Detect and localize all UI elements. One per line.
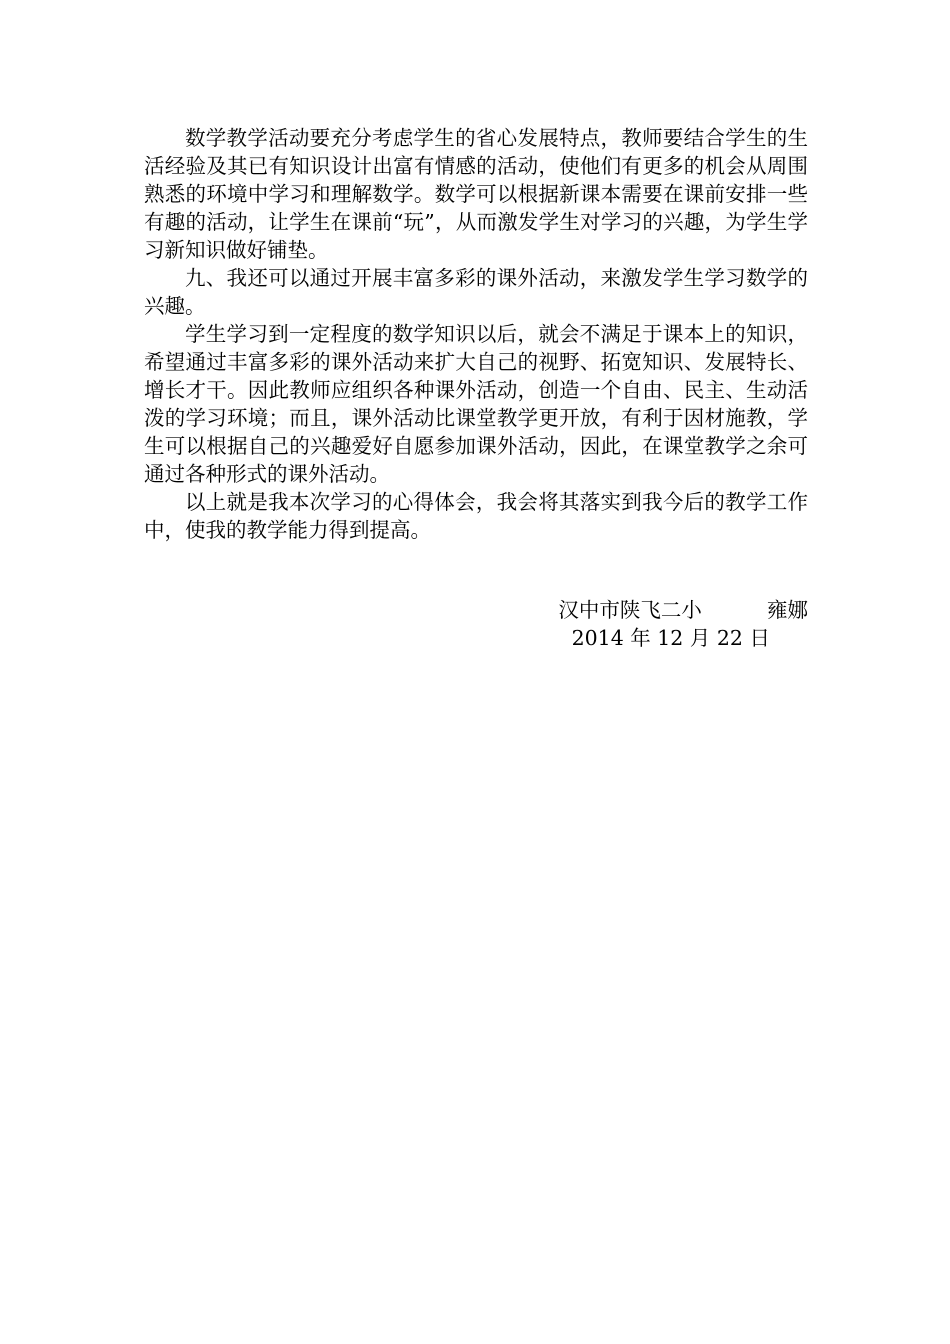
- signature-line: [480, 596, 808, 624]
- signature-name: 雍娜: [767, 598, 808, 622]
- paragraph-extracurricular: 学生学习到一定程度的数学知识以后，就会不满足于课本上的知识，希望通过丰富多彩的课外活动来扩大自己的视野、拓宽知识、发展特长、增长才干。因此教师应组织各种课外活动，创造一个自由、民主、生动活泼的学习环境；而且，课外活动比课堂教学更开放，有利于因材施教，学生可以根据自己的兴趣爱好自愿参加课外活动，因此，在课堂教学之余可通过各种形式的课外活动。: [144, 322, 808, 486]
- paragraph-conclusion: 以上就是我本次学习的心得体会，我会将其落实到我今后的教学工作中，使我的教学能力得到提高。: [144, 490, 808, 542]
- signature-date: 2014 年 12 月 22 日: [571, 626, 770, 650]
- document-body: [144, 124, 808, 544]
- paragraph-point-nine: 九、我还可以通过开展丰富多彩的课外活动，来激发学生学习数学的兴趣。: [144, 266, 808, 318]
- paragraph-activities: 数学教学活动要充分考虑学生的省心发展特点，教师要结合学生的生活经验及其已有知识设计出富有情感的活动，使他们有更多的机会从周围熟悉的环境中学习和理解数学。数学可以根据新课本需要在课前安排一些有趣的活动，让学生在课前“玩”，从而激发学生对学习的兴趣，为学生学习新知识做好铺垫。: [144, 126, 808, 262]
- signature-block: [480, 596, 808, 652]
- signature-school: 汉中市陕飞二小: [558, 598, 702, 622]
